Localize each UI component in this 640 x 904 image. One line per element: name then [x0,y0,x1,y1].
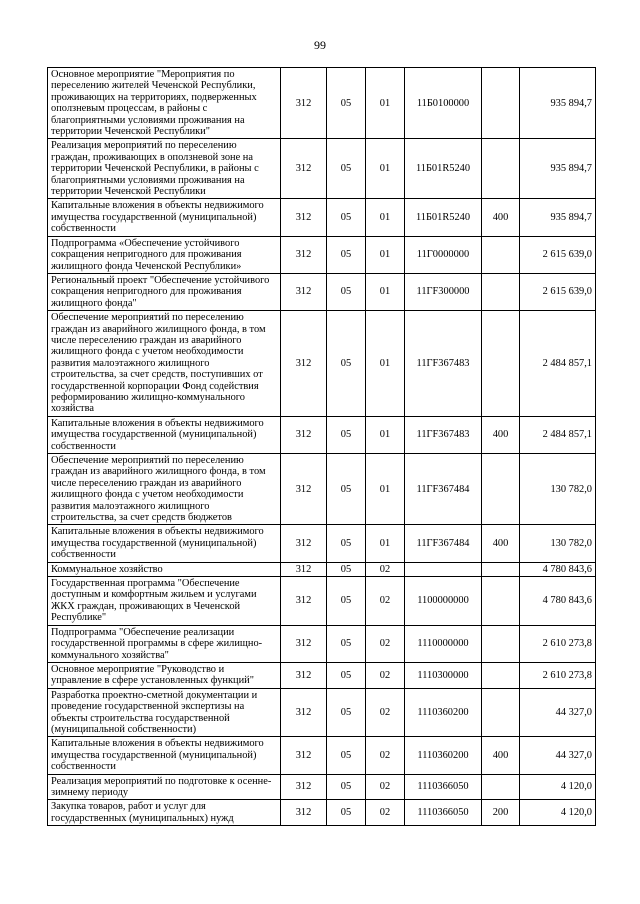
item-name-cell: Капитальные вложения в объекты недвижимого имущества государственной (муниципальной) собственности [48,416,281,453]
section-code-cell: 05 [327,688,366,737]
subsection-code-cell: 02 [366,774,405,800]
subsection-code-cell: 02 [366,577,405,626]
target-article-cell: 1110366050 [405,774,482,800]
item-name-cell: Обеспечение мероприятий по переселению граждан из аварийного жилищного фонда, в том числе переселению граждан из аварийного жилищного фонда с учетом необходимости развития малоэтажного жилищного строительства, за счет средств бюджетов [48,454,281,525]
subsection-code-cell: 02 [366,737,405,774]
target-article-cell: 1110366050 [405,800,482,826]
table-row [48,662,596,688]
ministry-code-cell: 312 [281,454,327,525]
target-article-cell: 11ГF300000 [405,273,482,310]
table-row [48,139,596,199]
table-row [48,625,596,662]
ministry-code-cell: 312 [281,774,327,800]
amount-cell: 4 120,0 [520,800,596,826]
amount-cell: 2 484 857,1 [520,311,596,417]
ministry-code-cell: 312 [281,416,327,453]
expense-type-cell [482,454,520,525]
budget-table [47,67,596,826]
subsection-code-cell: 01 [366,199,405,236]
subsection-code-cell: 01 [366,311,405,417]
subsection-code-cell: 02 [366,562,405,576]
expense-type-cell [482,273,520,310]
item-name-cell: Коммунальное хозяйство [48,562,281,576]
ministry-code-cell: 312 [281,662,327,688]
page-number: 99 [314,38,326,52]
table-row [48,454,596,525]
section-code-cell: 05 [327,774,366,800]
expense-type-cell [482,577,520,626]
item-name-cell: Разработка проектно-сметной документации и проведение государственной экспертизы на объекты строительства государственной (муниципальной собственности) [48,688,281,737]
item-name-cell: Реализация мероприятий по подготовке к осенне-зимнему периоду [48,774,281,800]
subsection-code-cell: 01 [366,236,405,273]
item-name-cell: Капитальные вложения в объекты недвижимого имущества государственной (муниципальной) собственности [48,199,281,236]
expense-type-cell [482,236,520,273]
section-code-cell: 05 [327,199,366,236]
subsection-code-cell: 02 [366,800,405,826]
subsection-code-cell: 01 [366,454,405,525]
subsection-code-cell: 02 [366,662,405,688]
expense-type-cell [482,662,520,688]
section-code-cell: 05 [327,416,366,453]
item-name-cell: Капитальные вложения в объекты недвижимого имущества государственной (муниципальной) собственности [48,525,281,562]
expense-type-cell [482,562,520,576]
item-name-cell: Основное мероприятие "Руководство и управление в сфере установленных функций" [48,662,281,688]
target-article-cell: 1110000000 [405,625,482,662]
item-name-cell: Закупка товаров, работ и услуг для государственных (муниципальных) нужд [48,800,281,826]
subsection-code-cell: 02 [366,688,405,737]
item-name-cell: Подпрограмма "Обеспечение реализации государственной программы в сфере жилищно-коммунального хозяйства" [48,625,281,662]
ministry-code-cell: 312 [281,800,327,826]
section-code-cell: 05 [327,737,366,774]
target-article-cell: 11Б01R5240 [405,199,482,236]
table-row [48,562,596,576]
ministry-code-cell: 312 [281,625,327,662]
section-code-cell: 05 [327,562,366,576]
expense-type-cell [482,625,520,662]
target-article-cell: 1110360200 [405,688,482,737]
expense-type-cell [482,688,520,737]
item-name-cell: Региональный проект "Обеспечение устойчивого сокращения непригодного для проживания жилищного фонда" [48,273,281,310]
expense-type-cell: 200 [482,800,520,826]
subsection-code-cell: 01 [366,68,405,139]
target-article-cell: 11Б0100000 [405,68,482,139]
expense-type-cell [482,774,520,800]
subsection-code-cell: 01 [366,273,405,310]
amount-cell: 44 327,0 [520,688,596,737]
amount-cell: 2 615 639,0 [520,236,596,273]
section-code-cell: 05 [327,577,366,626]
amount-cell: 2 610 273,8 [520,625,596,662]
table-row [48,199,596,236]
expense-type-cell [482,139,520,199]
item-name-cell: Обеспечение мероприятий по переселению граждан из аварийного жилищного фонда, в том числе переселению граждан из аварийного жилищного фонда с учетом необходимости развития малоэтажного жилищного строительства, за счет средств, поступивших от государственной корпорации Фонд содействия реформированию жилищно-коммунального хозяйства [48,311,281,417]
section-code-cell: 05 [327,139,366,199]
amount-cell: 2 610 273,8 [520,662,596,688]
section-code-cell: 05 [327,800,366,826]
amount-cell: 130 782,0 [520,525,596,562]
ministry-code-cell: 312 [281,737,327,774]
ministry-code-cell: 312 [281,562,327,576]
subsection-code-cell: 01 [366,139,405,199]
item-name-cell: Государственная программа "Обеспечение доступным и комфортным жильем и услугами ЖКХ граждан, проживающих в Чеченской Республике" [48,577,281,626]
ministry-code-cell: 312 [281,68,327,139]
ministry-code-cell: 312 [281,199,327,236]
amount-cell: 44 327,0 [520,737,596,774]
target-article-cell: 1110360200 [405,737,482,774]
table-row [48,416,596,453]
ministry-code-cell: 312 [281,273,327,310]
section-code-cell: 05 [327,68,366,139]
target-article-cell: 11Г0000000 [405,236,482,273]
amount-cell: 4 780 843,6 [520,577,596,626]
ministry-code-cell: 312 [281,525,327,562]
section-code-cell: 05 [327,236,366,273]
target-article-cell: 11Б01R5240 [405,139,482,199]
expense-type-cell: 400 [482,737,520,774]
expense-type-cell: 400 [482,525,520,562]
item-name-cell: Подпрограмма «Обеспечение устойчивого сокращения непригодного для проживания жилищного фонда Чеченской Республики» [48,236,281,273]
ministry-code-cell: 312 [281,236,327,273]
section-code-cell: 05 [327,525,366,562]
table-row [48,273,596,310]
target-article-cell: 11ГF367483 [405,416,482,453]
target-article-cell: 11ГF367484 [405,525,482,562]
ministry-code-cell: 312 [281,688,327,737]
ministry-code-cell: 312 [281,311,327,417]
table-row [48,236,596,273]
amount-cell: 2 484 857,1 [520,416,596,453]
ministry-code-cell: 312 [281,139,327,199]
section-code-cell: 05 [327,625,366,662]
item-name-cell: Капитальные вложения в объекты недвижимого имущества государственной (муниципальной) собственности [48,737,281,774]
table-row [48,577,596,626]
ministry-code-cell: 312 [281,577,327,626]
target-article-cell: 1100000000 [405,577,482,626]
budget-table-body [48,68,596,826]
expense-type-cell [482,311,520,417]
table-row [48,774,596,800]
amount-cell: 4 120,0 [520,774,596,800]
subsection-code-cell: 02 [366,625,405,662]
section-code-cell: 05 [327,273,366,310]
target-article-cell: 1110300000 [405,662,482,688]
expense-type-cell [482,68,520,139]
amount-cell: 935 894,7 [520,68,596,139]
table-row [48,68,596,139]
amount-cell: 4 780 843,6 [520,562,596,576]
section-code-cell: 05 [327,311,366,417]
subsection-code-cell: 01 [366,416,405,453]
amount-cell: 935 894,7 [520,139,596,199]
target-article-cell [405,562,482,576]
table-row [48,800,596,826]
amount-cell: 935 894,7 [520,199,596,236]
target-article-cell: 11ГF367484 [405,454,482,525]
amount-cell: 2 615 639,0 [520,273,596,310]
table-row [48,525,596,562]
section-code-cell: 05 [327,662,366,688]
item-name-cell: Реализация мероприятий по переселению граждан, проживающих в оползневой зоне на территории Чеченской Республики, в районы с благоприятными условиями проживания на территории Чеченской Республики [48,139,281,199]
table-row [48,311,596,417]
amount-cell: 130 782,0 [520,454,596,525]
item-name-cell: Основное мероприятие "Мероприятия по переселению жителей Чеченской Республики, проживающих на территориях, подверженных оползневым процессам, в районы с благоприятными условиями проживания на территории Чеченской Республики" [48,68,281,139]
table-row [48,688,596,737]
expense-type-cell: 400 [482,199,520,236]
section-code-cell: 05 [327,454,366,525]
table-row [48,737,596,774]
expense-type-cell: 400 [482,416,520,453]
subsection-code-cell: 01 [366,525,405,562]
target-article-cell: 11ГF367483 [405,311,482,417]
